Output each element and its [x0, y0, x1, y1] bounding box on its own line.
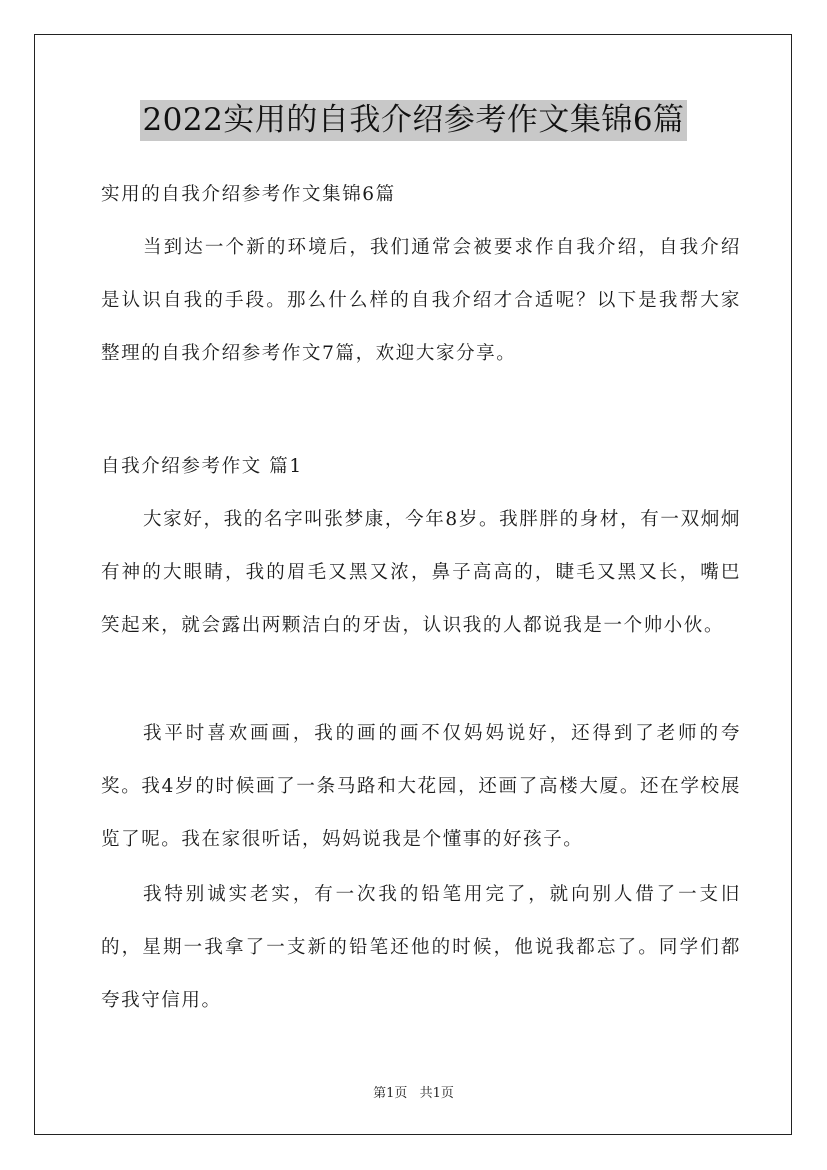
title-container [0, 100, 827, 141]
page-footer [0, 1082, 827, 1101]
body-paragraph-3: 我特别诚实老实，有一次我的铅笔用完了，就向别人借了一支旧的，星期一我拿了一支新的铅笔还他的时候，他说我都忘了。同学们都夸我守信用。 [101, 884, 741, 1011]
document-subtitle: 实用的自我介绍参考作文集锦6篇 [101, 184, 396, 205]
document-title: 2022实用的自我介绍参考作文集锦6篇 [140, 100, 686, 141]
page-number: 第1页 [373, 1086, 408, 1101]
section-heading: 自我介绍参考作文 篇1 [101, 456, 303, 477]
body-paragraph-2: 我平时喜欢画画，我的画的画不仅妈妈说好，还得到了老师的夸奖。我4岁的时候画了一条马路和大花园，还画了高楼大厦。还在学校展览了呢。我在家很听话，妈妈说我是个懂事的好孩子。 [101, 723, 741, 850]
intro-paragraph: 当到达一个新的环境后，我们通常会被要求作自我介绍，自我介绍是认识自我的手段。那么什么样的自我介绍才合适呢？以下是我帮大家整理的自我介绍参考作文7篇，欢迎大家分享。 [101, 237, 741, 364]
page-total: 共1页 [419, 1086, 454, 1101]
body-paragraph-1: 大家好，我的名字叫张梦康，今年8岁。我胖胖的身材，有一双炯炯有神的大眼睛，我的眉毛又黑又浓，鼻子高高的，睫毛又黑又长，嘴巴笑起来，就会露出两颗洁白的牙齿，认识我的人都说我是一个帅小伙。 [101, 509, 741, 636]
